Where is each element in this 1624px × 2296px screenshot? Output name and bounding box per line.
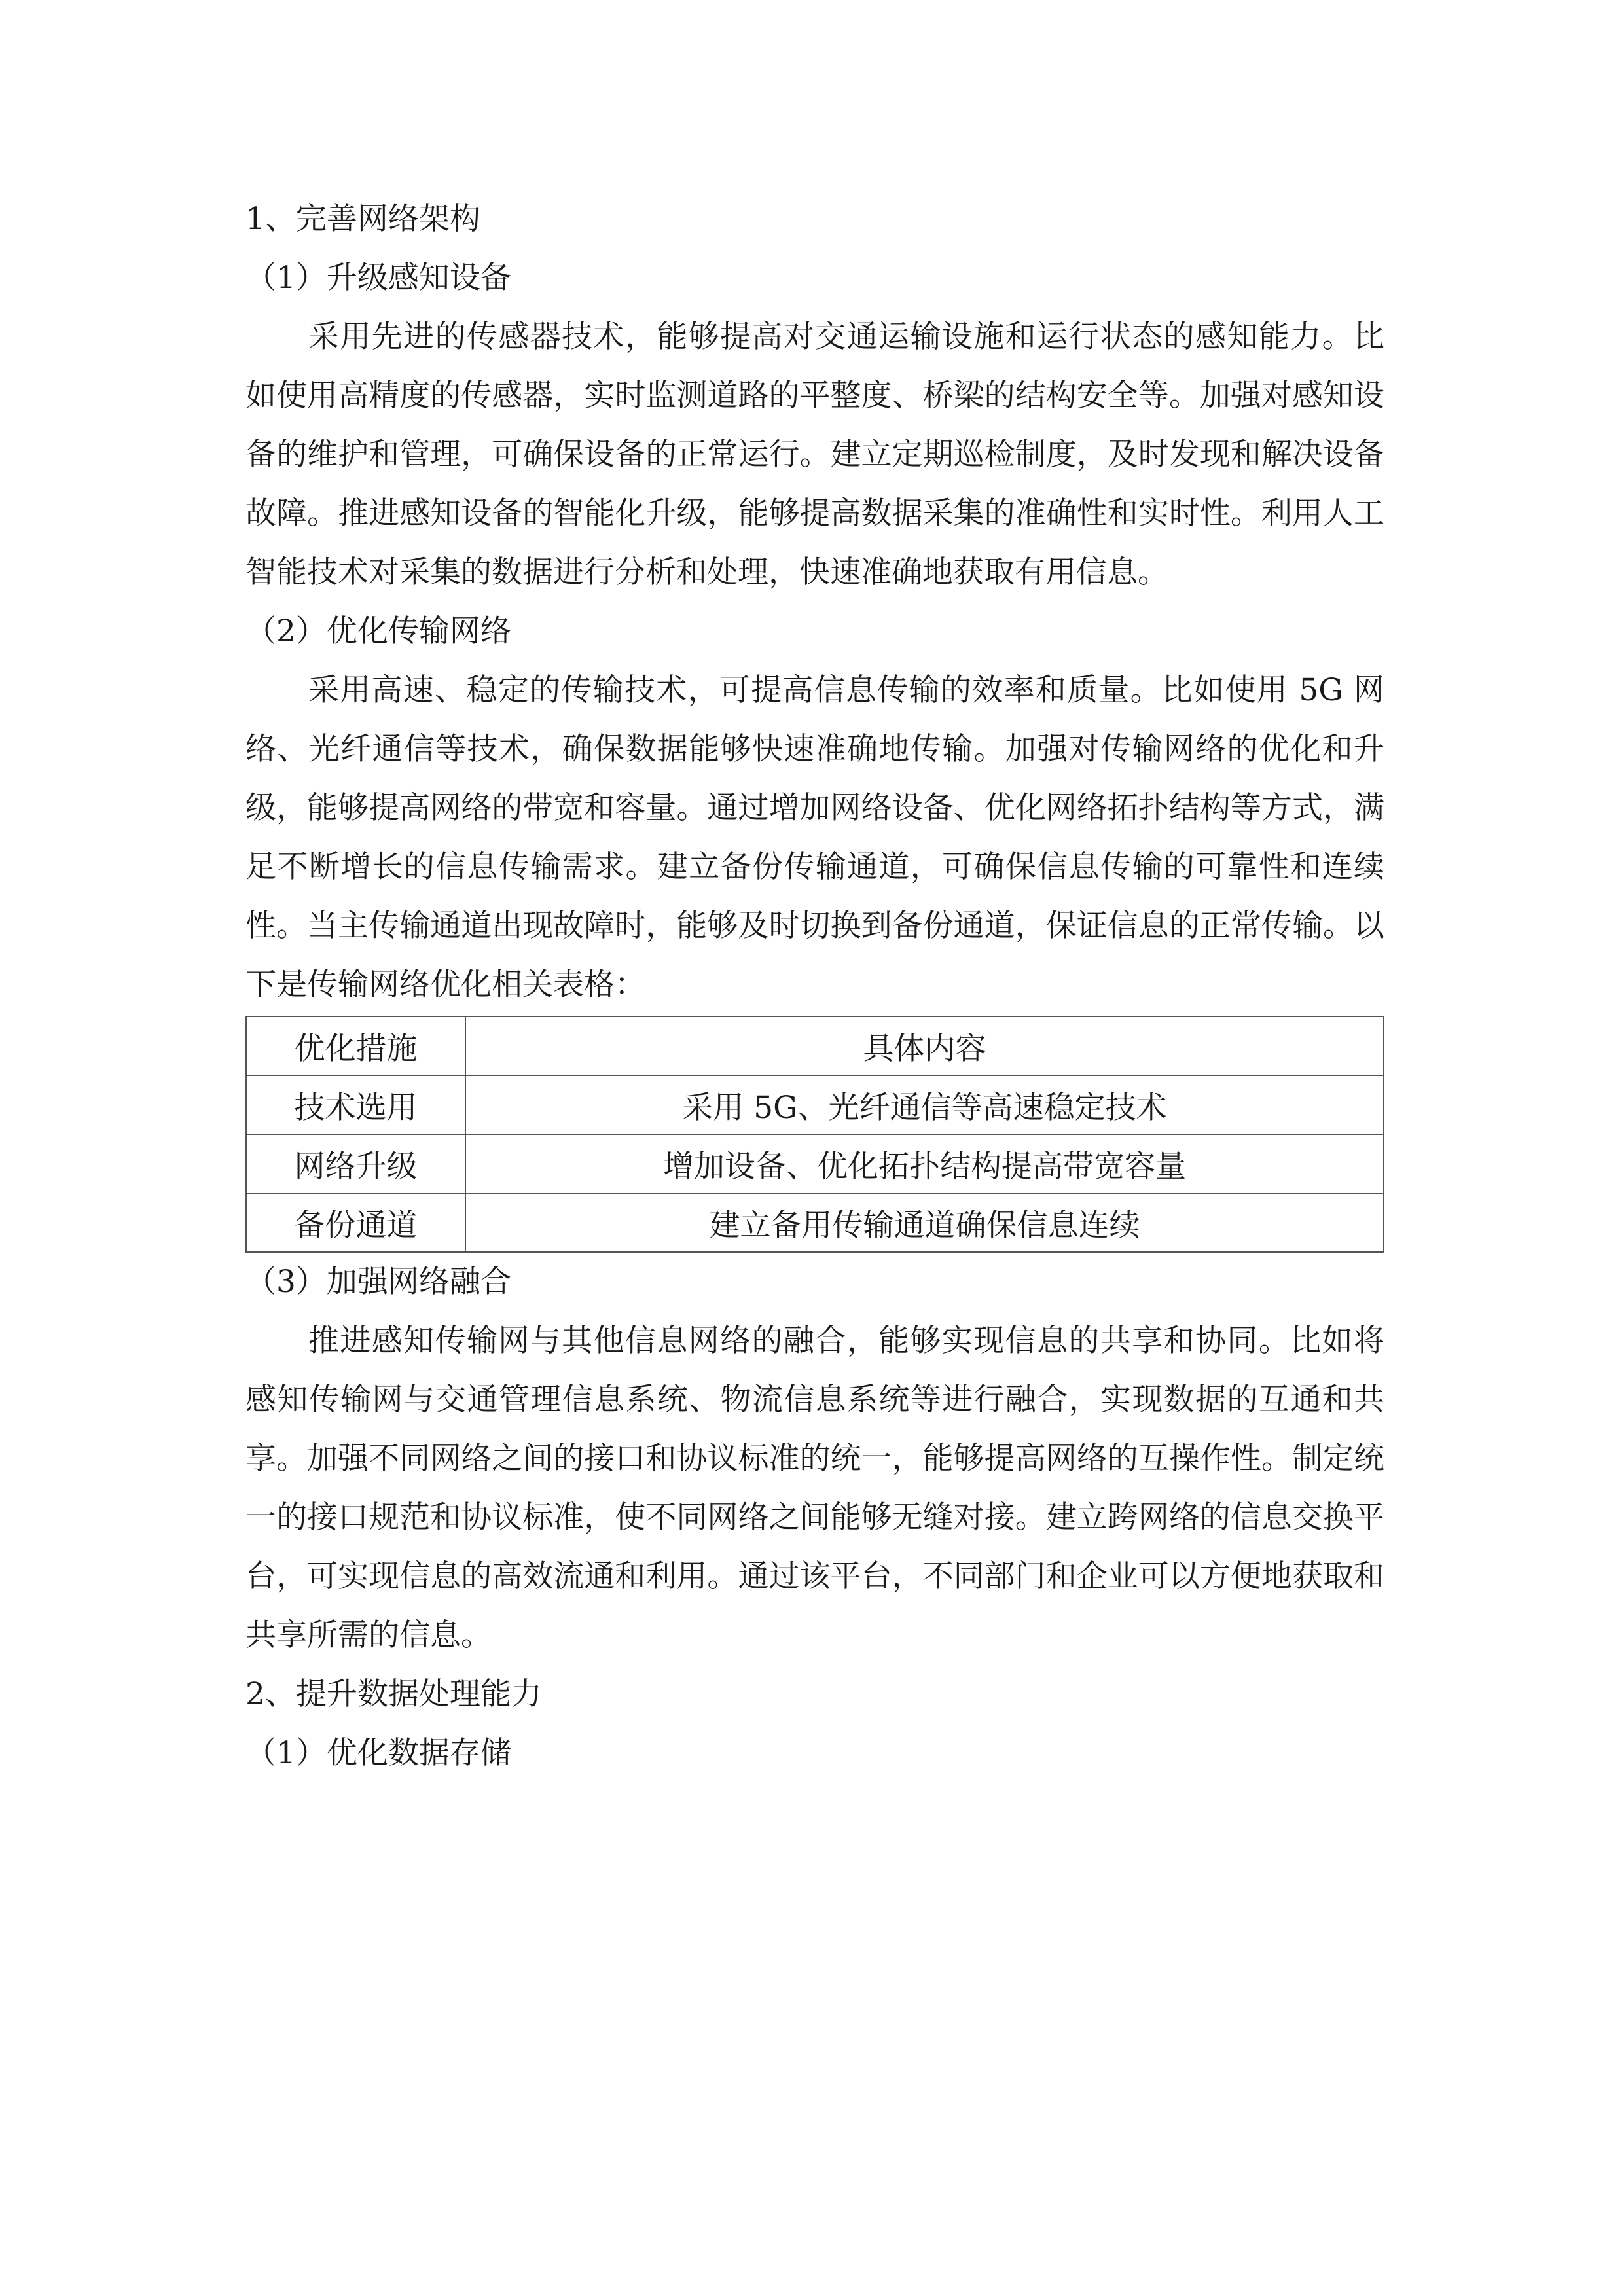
document-page <box>245 190 1384 1783</box>
section-1-2-paragraph: 采用高速、稳定的传输技术，可提高信息传输的效率和质量。比如使用 5G 网络、光纤通信等技术，确保数据能够快速准确地传输。加强对传输网络的优化和升级，能够提高网络的带宽和容量。通过增加网络设备、优化网络拓扑结构等方式，满足不断增长的信息传输需求。建立备份传输通道，可确保信息传输的可靠性和连续性。当主传输通道出现故障时，能够及时切换到备份通道，保证信息的正常传输。以下是传输网络优化相关表格： <box>245 672 1384 1003</box>
table-cell-measure: 网络升级 <box>246 1134 465 1193</box>
section-1-3-heading: （3）加强网络融合 <box>245 1264 511 1300</box>
table-header-content: 具体内容 <box>465 1016 1384 1075</box>
section-1-1-paragraph: 采用先进的传感器技术，能够提高对交通运输设施和运行状态的感知能力。比如使用高精度的传感器，实时监测道路的平整度、桥梁的结构安全等。加强对感知设备的维护和管理，可确保设备的正常运行。建立定期巡检制度，及时发现和解决设备故障。推进感知设备的智能化升级，能够提高数据采集的准确性和实时性。利用人工智能技术对采集的数据进行分析和处理，快速准确地获取有用信息。 <box>245 319 1384 590</box>
table-header-row <box>246 1016 1384 1075</box>
section-1-2-heading: （2）优化传输网络 <box>245 613 511 649</box>
table-cell-content: 采用 5G、光纤通信等高速稳定技术 <box>465 1075 1384 1134</box>
table-cell-measure: 技术选用 <box>246 1075 465 1134</box>
table-header-measure: 优化措施 <box>246 1016 465 1075</box>
section-2-1-heading: （1）优化数据存储 <box>245 1735 511 1771</box>
table-row <box>246 1075 1384 1134</box>
section-2-heading: 2、提升数据处理能力 <box>245 1676 542 1712</box>
section-1-1-heading: （1）升级感知设备 <box>245 260 511 296</box>
section-1-heading: 1、完善网络架构 <box>245 201 480 237</box>
table-row <box>246 1134 1384 1193</box>
table-cell-content: 建立备用传输通道确保信息连续 <box>465 1193 1384 1252</box>
table-cell-content: 增加设备、优化拓扑结构提高带宽容量 <box>465 1134 1384 1193</box>
transmission-optimization-table <box>245 1016 1384 1253</box>
table-cell-measure: 备份通道 <box>246 1193 465 1252</box>
section-1-3-paragraph: 推进感知传输网与其他信息网络的融合，能够实现信息的共享和协同。比如将感知传输网与交通管理信息系统、物流信息系统等进行融合，实现数据的互通和共享。加强不同网络之间的接口和协议标准的统一，能够提高网络的互操作性。制定统一的接口规范和协议标准，使不同网络之间能够无缝对接。建立跨网络的信息交换平台，可实现信息的高效流通和利用。通过该平台，不同部门和企业可以方便地获取和共享所需的信息。 <box>245 1323 1384 1653</box>
table-row <box>246 1193 1384 1252</box>
